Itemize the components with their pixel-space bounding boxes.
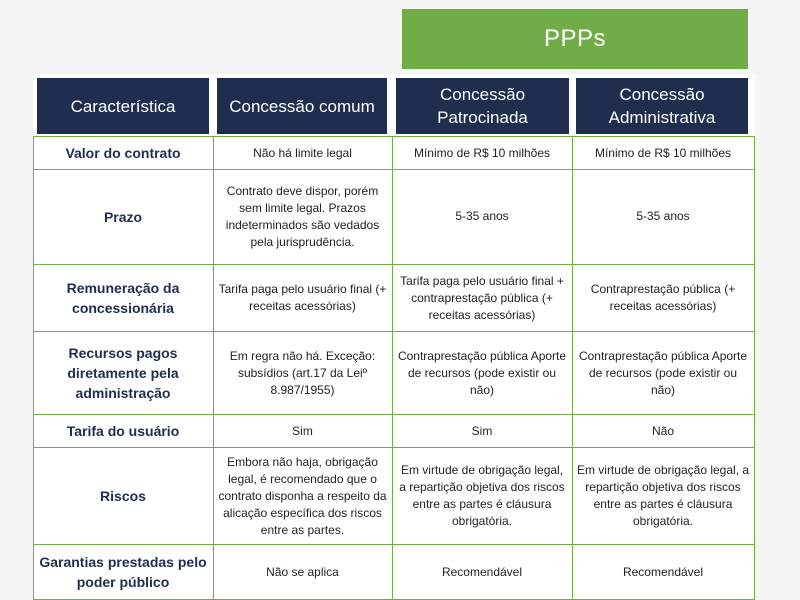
cell-concessao-administrativa: Contraprestação pública Aporte de recursos (pode existir ou não) bbox=[578, 348, 748, 397]
header-concessao-administrativa: Concessão Administrativa bbox=[576, 78, 748, 134]
row-label: Prazo bbox=[103, 208, 143, 225]
table-row-prazo bbox=[33, 169, 755, 265]
header-concessao-patrocinada: Concessão Patrocinada bbox=[396, 78, 569, 134]
cell-concessao-patrocinada: Em virtude de obrigação legal, a repartição objetiva dos riscos entre as partes é cláusura obrigatória. bbox=[399, 463, 565, 528]
cell-concessao-patrocinada: Sim bbox=[471, 423, 493, 438]
header-caracteristica: Característica bbox=[37, 78, 209, 134]
table-row-riscos bbox=[33, 448, 755, 545]
cell-concessao-patrocinada: Recomendável bbox=[441, 564, 523, 579]
cell-concessao-patrocinada: Mínimo de R$ 10 milhões bbox=[413, 145, 551, 160]
cell-concessao-comum: Sim bbox=[292, 423, 313, 438]
table-row-valor-do-contrato bbox=[33, 136, 755, 170]
row-label: Garantias prestadas pelo poder público bbox=[39, 554, 207, 590]
cell-concessao-patrocinada: 5-35 anos bbox=[455, 209, 509, 223]
ppp-banner-title: PPPs bbox=[543, 25, 607, 52]
table-row-tarifa-do-usuario bbox=[33, 415, 755, 448]
row-label: Recursos pagos diretamente pela administração bbox=[67, 345, 179, 401]
cell-concessao-patrocinada: Tarifa paga pelo usuário final + contraprestação pública (+ receitas acessórias) bbox=[400, 273, 564, 322]
row-label: Riscos bbox=[100, 488, 146, 504]
row-label: Remuneração da concessionária bbox=[66, 280, 180, 316]
cell-concessao-administrativa: Em virtude de obrigação legal, a repartição objetiva dos riscos entre as partes é cláusura obrigatória. bbox=[576, 463, 750, 528]
table-row-recursos-pagos bbox=[33, 332, 755, 415]
cell-concessao-administrativa: Recomendável bbox=[622, 564, 704, 579]
header-concessao-comum: Concessão comum bbox=[217, 78, 387, 134]
row-label: Tarifa do usuário bbox=[66, 423, 180, 439]
cell-concessao-patrocinada: Contraprestação pública Aporte de recursos (pode existir ou não) bbox=[397, 348, 567, 397]
cell-concessao-comum: Não há limite legal bbox=[253, 145, 352, 160]
table-row-garantias bbox=[33, 545, 755, 600]
table-row-remuneracao bbox=[33, 265, 755, 332]
row-label: Valor do contrato bbox=[65, 145, 181, 161]
cell-concessao-administrativa: Contraprestação pública (+ receitas acessórias) bbox=[590, 282, 736, 313]
cell-concessao-administrativa: Mínimo de R$ 10 milhões bbox=[594, 145, 732, 160]
cell-concessao-comum: Não se aplica bbox=[266, 564, 339, 579]
cell-concessao-comum: Tarifa paga pelo usuário final (+ receitas acessórias) bbox=[218, 282, 387, 313]
cell-concessao-administrativa: Não bbox=[651, 423, 674, 438]
ppp-banner bbox=[402, 9, 748, 69]
cell-concessao-comum: Embora não haja, obrigação legal, é recomendado que o contrato disponha a respeito da alicação específica dos riscos entre as partes. bbox=[218, 454, 387, 537]
cell-concessao-administrativa: 5-35 anos bbox=[636, 209, 690, 223]
comparison-table bbox=[33, 74, 755, 600]
cell-concessao-comum: Contrato deve dispor, porém sem limite legal. Prazos indeterminados são vedados pela jurisprudência. bbox=[225, 183, 380, 249]
cell-concessao-comum: Em regra não há. Exceção: subsídios (art.17 da Leiº 8.987/1955) bbox=[229, 348, 376, 397]
